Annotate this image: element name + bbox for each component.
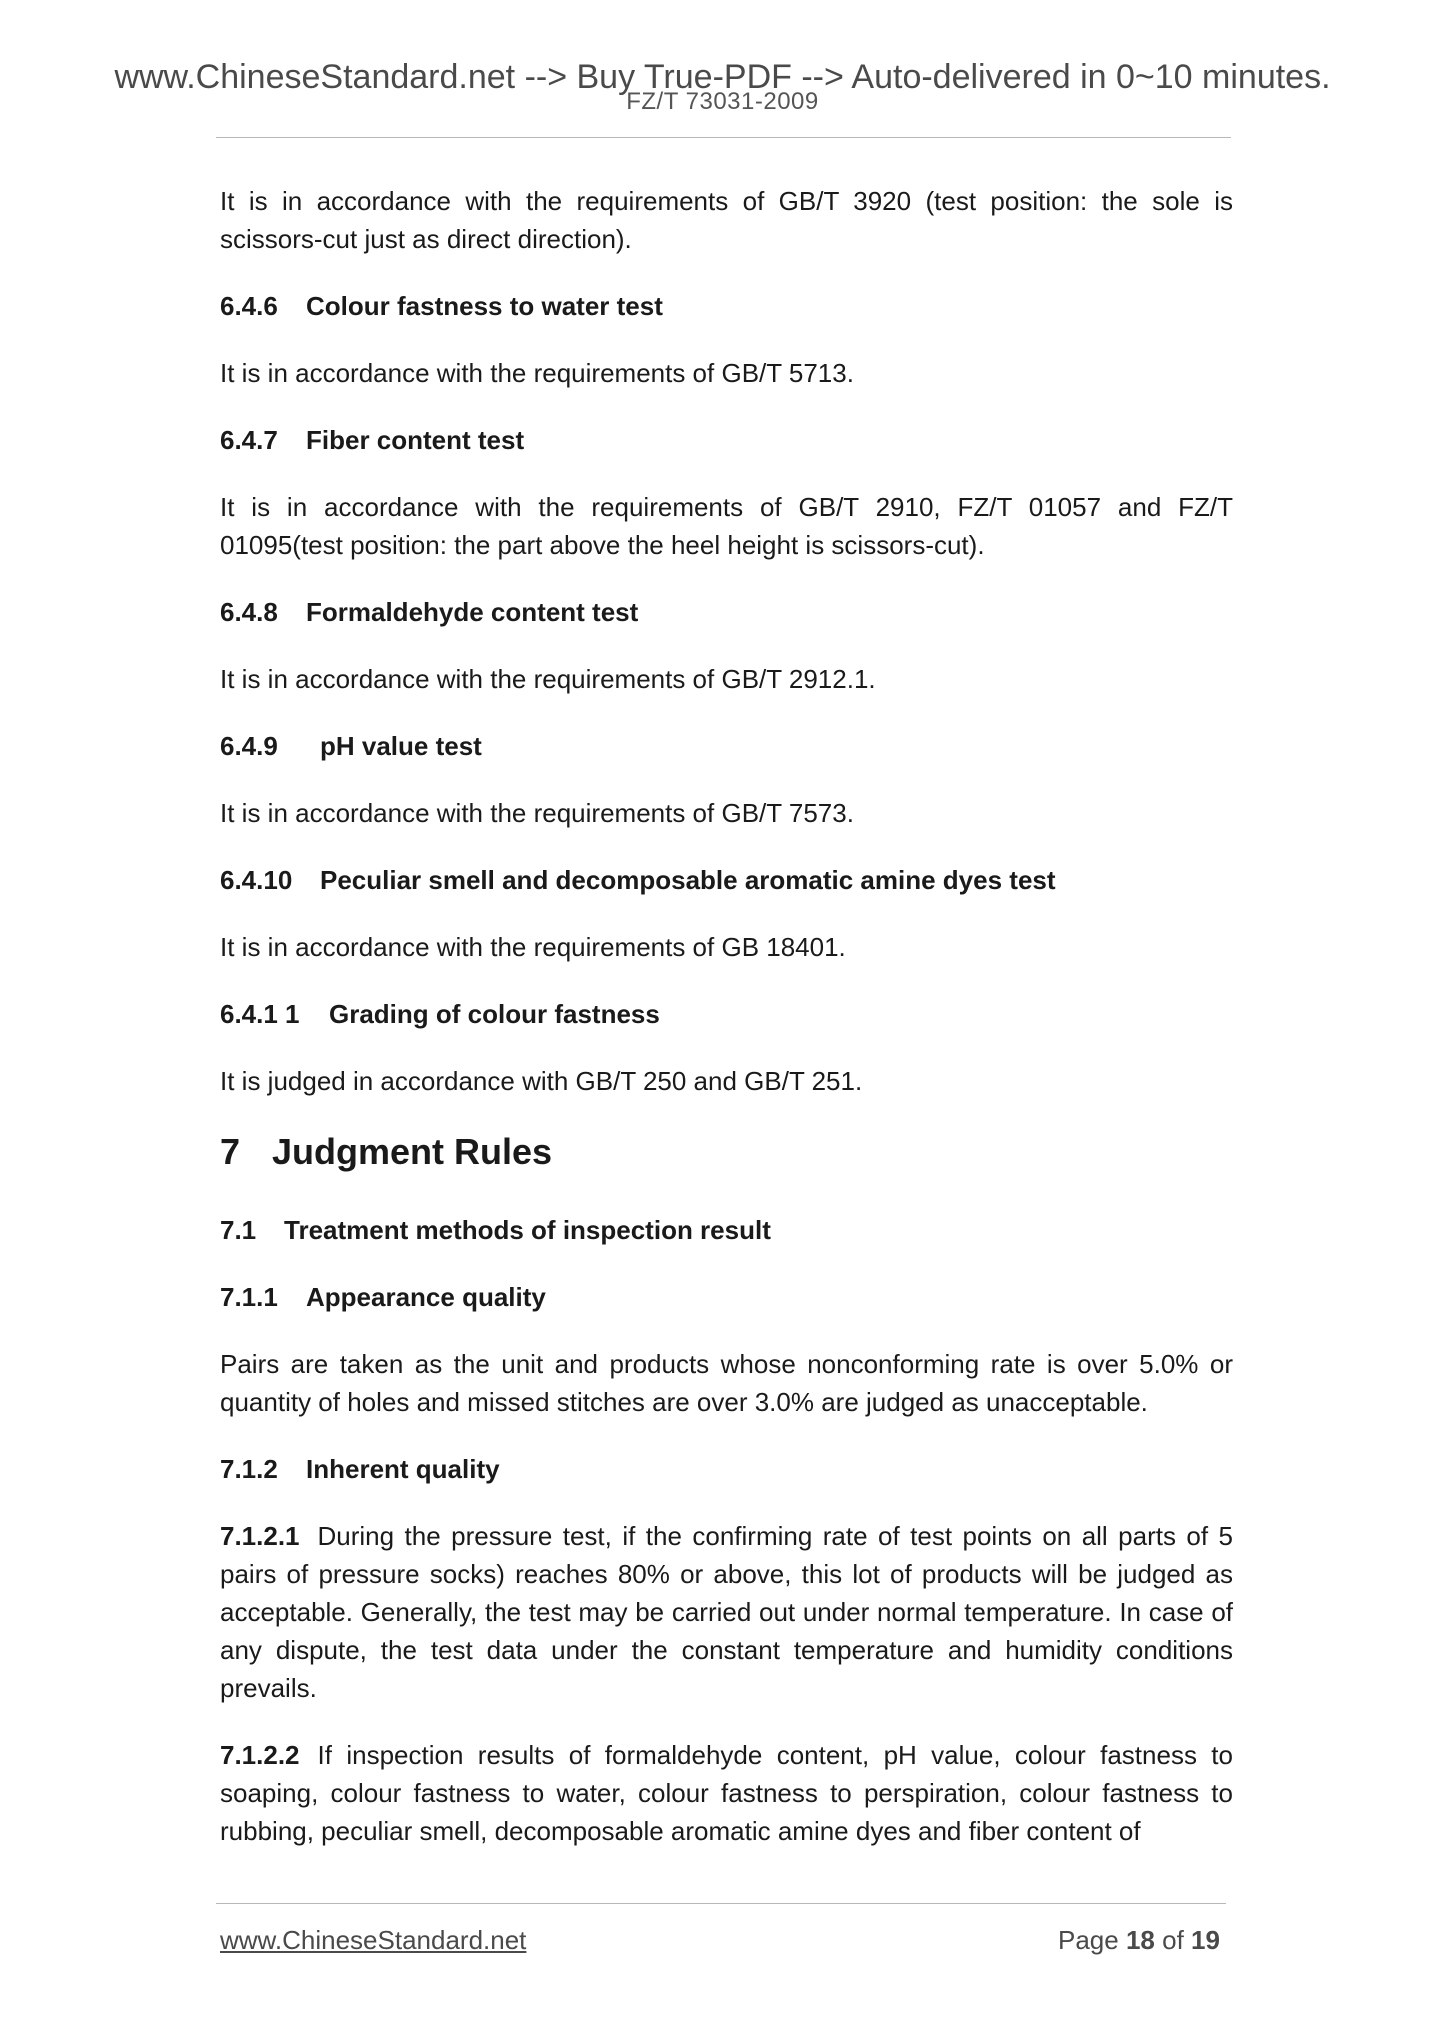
page-indicator — [1058, 1925, 1220, 1956]
page-label: Page — [1058, 1925, 1119, 1955]
clause-number: 7.1.2.2 — [220, 1740, 300, 1770]
heading-7-1-2 — [220, 1450, 1233, 1488]
document-code: FZ/T 73031-2009 — [626, 88, 819, 115]
paragraph: It is in accordance with the requirements of GB 18401. — [220, 932, 846, 962]
page-of-label: of — [1162, 1925, 1184, 1955]
header-divider — [216, 137, 1231, 138]
top-banner[interactable]: www.ChineseStandard.net --> Buy True-PDF --> Auto-delivered in 0~10 minutes. — [114, 58, 1331, 96]
heading-number: 6.4.7 — [220, 425, 278, 455]
clause-number: 7.1.2.1 — [220, 1521, 300, 1551]
paragraph: Pairs are taken as the unit and products whose nonconforming rate is over 5.0% or quantity of holes and missed stitches are over 3.0% are judged as unacceptable. — [220, 1349, 1233, 1417]
heading-number: 6.4.1 1 — [220, 999, 300, 1029]
heading-6-4-7 — [220, 421, 1233, 459]
heading-title: Formaldehyde content test — [306, 597, 639, 627]
paragraph: It is judged in accordance with GB/T 250 and GB/T 251. — [220, 1066, 863, 1096]
heading-title: Peculiar smell and decomposable aromatic amine dyes test — [320, 865, 1056, 895]
paragraph: It is in accordance with the requirements of GB/T 7573. — [220, 798, 854, 828]
heading-title: Fiber content test — [306, 425, 525, 455]
heading-title: pH value test — [320, 731, 482, 761]
current-page-number: 18 — [1125, 1925, 1155, 1955]
heading-number: 6.4.6 — [220, 291, 278, 321]
heading-title: Treatment methods of inspection result — [284, 1215, 771, 1245]
heading-6-4-8 — [220, 593, 1233, 631]
heading-title: Inherent quality — [306, 1454, 500, 1484]
paragraph: It is in accordance with the requirements of GB/T 3920 (test position: the sole is scissors-cut just as direct direction). — [220, 186, 1233, 254]
section-title: Judgment Rules — [272, 1131, 553, 1172]
heading-6-4-9 — [220, 727, 1233, 765]
heading-number: 7.1.2 — [220, 1454, 278, 1484]
heading-7-1-1 — [220, 1278, 1233, 1316]
page-content — [220, 182, 1233, 1850]
total-pages-number: 19 — [1191, 1925, 1220, 1955]
heading-number: 6.4.9 — [220, 731, 278, 761]
heading-number: 6.4.8 — [220, 597, 278, 627]
heading-number: 6.4.10 — [220, 865, 293, 895]
clause-text: During the pressure test, if the confirming rate of test points on all parts of 5 pairs of pressure socks) reaches 80% or above, this lot of products will be judged as acceptable. Generally, the test may be carried out under normal temperature. In case of any dispute, the test data under the constant temperature and humidity conditions prevails. — [220, 1521, 1233, 1703]
paragraph: It is in accordance with the requirements of GB/T 5713. — [220, 358, 854, 388]
heading-number: 7.1 — [220, 1215, 257, 1245]
paragraph: It is in accordance with the requirements of GB/T 2910, FZ/T 01057 and FZ/T 01095(test position: the part above the heel height is scissors-cut). — [220, 492, 1233, 560]
heading-title: Grading of colour fastness — [329, 999, 660, 1029]
section-7-heading — [220, 1129, 1233, 1175]
clause-7-1-2-1 — [220, 1517, 1233, 1707]
clause-text: If inspection results of formaldehyde content, pH value, colour fastness to soaping, colour fastness to water, colour fastness to perspiration, colour fastness to rubbing, peculiar smell, decomposable aromatic amine dyes and fiber content of — [220, 1740, 1233, 1846]
section-number: 7 — [220, 1131, 241, 1172]
heading-title: Appearance quality — [306, 1282, 546, 1312]
heading-6-4-6 — [220, 287, 1233, 325]
heading-6-4-10 — [220, 861, 1233, 899]
heading-7-1 — [220, 1211, 1233, 1249]
clause-7-1-2-2 — [220, 1736, 1233, 1850]
paragraph: It is in accordance with the requirements of GB/T 2912.1. — [220, 664, 876, 694]
footer-divider — [216, 1903, 1226, 1904]
heading-number: 7.1.1 — [220, 1282, 278, 1312]
footer-website-link[interactable]: www.ChineseStandard.net — [220, 1925, 527, 1955]
heading-title: Colour fastness to water test — [306, 291, 663, 321]
heading-6-4-11 — [220, 995, 1233, 1033]
